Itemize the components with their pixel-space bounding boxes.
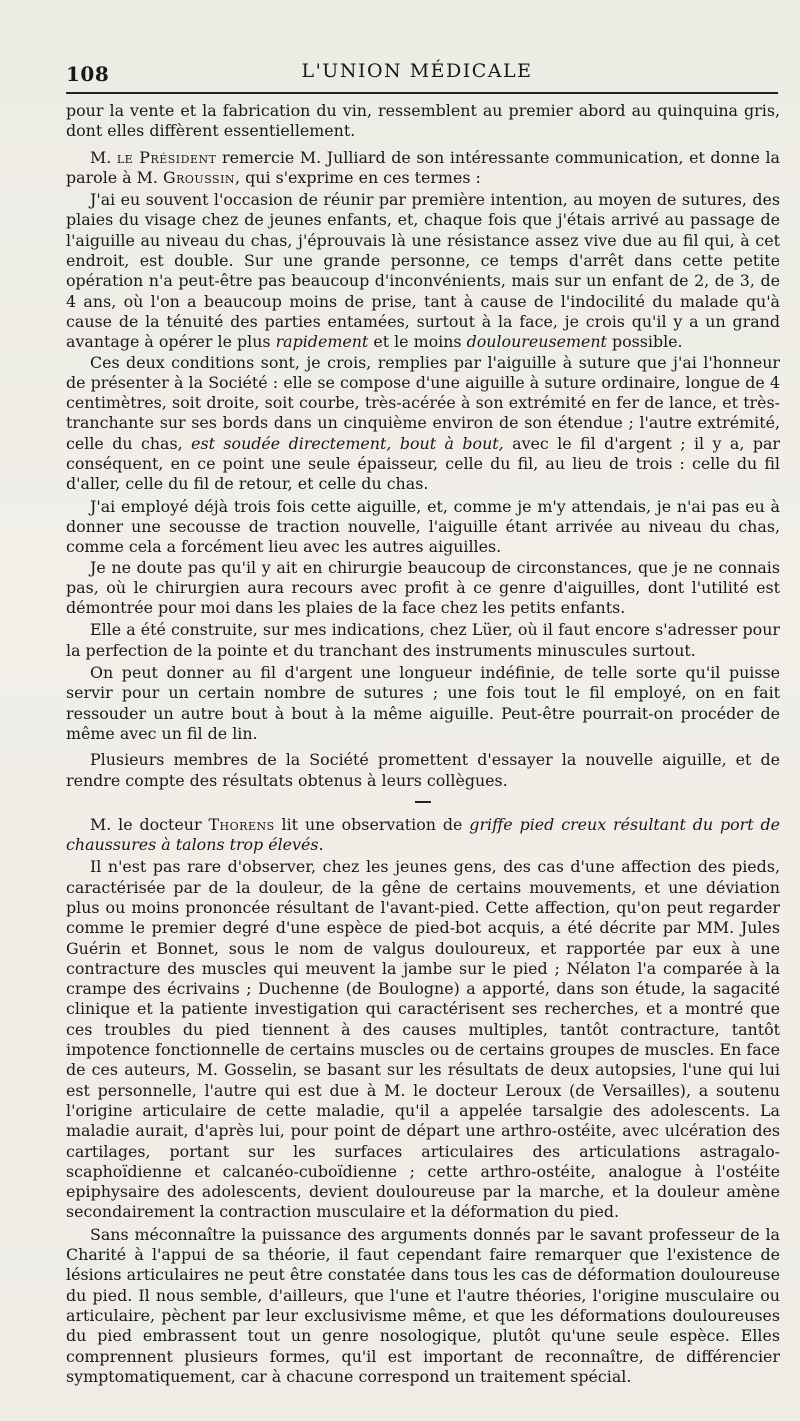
paragraph-society-response: Plusieurs membres de la Société promettent d'essayer la nouvelle aiguille, et de rendre compte des résultats obtenus à leurs collègues. xyxy=(66,750,780,790)
text-run: et le moins xyxy=(368,332,467,352)
paragraph-needle-intro xyxy=(66,190,780,352)
paragraph-foot-affection: Il n'est pas rare d'observer, chez les jeunes gens, des cas d'une affection des pieds, caractérisée par de la douleur, de la gêne de certains mouvements, et une déviation plus ou moins prononcée résultant de l'avant-pied. Cette affection, qu'on peut regarder comme le premier degré d'une espèce de pied-bot acquis, a été décrite par MM. Jules Guérin et Bonnet, sous le nom de valgus douloureux, et rapportée par eux à une contracture des muscles qui meuvent la jambe sur le pied ; Nélaton l'a comparée à la crampe des écrivains ; Duchenne (de Boulogne) a apporté, dans son étude, la sagacité clinique et la patiente investigation qui caractérisent ses recherches, et a montré que ces troubles du pied tiennent à des causes multiples, tantôt contracture, tantôt impotence fonctionnelle de certains muscles ou de certains groupes de muscles. En face de ces auteurs, M. Gosselin, se basant sur les résultats de deux autopsies, l'une qui lui est personnelle, l'autre qui est due à M. le docteur Leroux (de Versailles), a soutenu l'origine articulaire de cette maladie, qu'il a appelée tarsalgie des adolescents. La maladie aurait, d'après lui, pour point de départ une arthro-ostéite, avec ulcération des cartilages, portant sur les surfaces articulaires des articulations astragalo-scaphoïdienne et calcanéo-cuboïdienne ; cette arthro-ostéite, analogue à l'ostéite epiphysaire des adolescents, devient douloureuse par la marche, et la douleur amène secondairement la contraction musculaire et la déformation du pied. xyxy=(66,857,780,1222)
paragraph-needle-description xyxy=(66,353,780,495)
text-run: remercie M. Julliard de son intéressante communication, et donne la parole à M. xyxy=(66,147,780,187)
italic-text: douloureusement xyxy=(466,332,607,352)
paragraph-continuation: pour la vente et la fabrication du vin, ressemblent au premier abord au quinquina gris, dont elles diffèrent essentiellement. xyxy=(66,101,780,141)
speaker-name: Groussin xyxy=(162,167,236,187)
italic-text: rapidement xyxy=(275,332,369,352)
observation-title: griffe pied creux résultant du port de chaussures à talons trop élevés. xyxy=(66,814,781,855)
page-header xyxy=(66,52,768,88)
text-run: , qui s'exprime en ces termes : xyxy=(235,167,481,187)
text-run: avec le fil d'argent ; il y a, par conséquent, en ce point une seule épaisseur, celle du fil, au lieu de trois : celle du fil d'aller, celle du fil de retour, et celle du chas. xyxy=(66,433,781,494)
page-number: 108 xyxy=(66,62,110,86)
section-separator xyxy=(415,801,431,803)
speaker-name: Thorens xyxy=(208,814,275,834)
italic-text: est soudée directement, bout à bout, xyxy=(191,433,504,453)
paragraph-thorens xyxy=(66,815,780,856)
paragraph-president xyxy=(66,148,780,189)
text-run: Ces deux conditions sont, je crois, remplies par l'aiguille à suture que j'ai l'honneur de présenter à la Société : elle se compose d'une aiguille à suture ordinaire, longue de 4 centimètres, soit droite, soit courbe, très-acérée à son extrémité en fer de lance, et très-tranchante sur ses bords dans un cinquième environ de son étendue ; l'autre extrémité, celle du chas, xyxy=(66,352,780,453)
text-run: J'ai eu souvent l'occasion de réunir par première intention, au moyen de sutures, des plaies du visage chez de jeunes enfants, et, chaque fois que j'étais arrivé au passage de l'aiguille au niveau du chas, j'éprouvais là une résistance assez vive due au fil qui, à cet endroit, est double. Sur une grande personne, ce temps d'arrêt dans cette petite opération n'a peut-être pas beaucoup d'inconvénients, mais sur un enfant de 2, de 3, de 4 ans, où l'on a beaucoup moins de prise, tant à cause de l'indocilité du malade qu'à cause de la ténuité des parties entamées, surtout à la face, je crois qu'il y a un grand avantage à opérer le plus xyxy=(66,190,780,352)
paragraph-needle-use: J'ai employé déjà trois fois cette aiguille, et, comme je m'y attendais, je n'ai pas eu à donner une secousse de traction nouvelle, l'aiguille étant arrivée au niveau du chas, comme cela a forcément lieu avec les autres aiguilles. xyxy=(66,496,780,557)
text-run: lit une observation de xyxy=(274,814,470,834)
article-body xyxy=(66,101,780,1387)
paragraph-silver-thread: On peut donner au fil d'argent une longueur indéfinie, de telle sorte qu'il puisse servir pour un certain nombre de sutures ; une fois tout le fil employé, on en fait ressouder un autre bout à bout à la même aiguille. Peut-être pourrait-on procéder de même avec un fil de lin. xyxy=(66,663,780,743)
text-run: possible. xyxy=(606,332,683,352)
paragraph-needle-utility: Je ne doute pas qu'il y ait en chirurgie beaucoup de circonstances, que je ne connais pas, où le chirurgien aura recours avec profit à ce genre d'aiguilles, dont l'utilité est démontrée pour moi dans les plaies de la face chez les petits enfants. xyxy=(66,557,780,618)
text-run: M. le docteur xyxy=(90,814,209,834)
journal-title: L'UNION MÉDICALE xyxy=(301,60,533,82)
paragraph-theories: Sans méconnaître la puissance des arguments donnés par le savant professeur de la Charité à l'appui de sa théorie, il faut cependant faire remarquer que l'existence de lésions articulaires ne peut être constatée dans tous les cas de déformation douloureuse du pied. Il nous semble, d'ailleurs, que l'une et l'autre théories, l'origine musculaire ou articulaire, pèchent par leur exclusivisme même, et que les déformations douloureuses du pied embrassent tout un genre nosologique, plutôt qu'une seule espèce. Elles comprennent plusieurs formes, qu'il est important de reconnaître, de différencier symptomatiquement, car à chacune correspond un traitement spécial. xyxy=(66,1224,780,1386)
header-rule xyxy=(66,92,778,94)
paragraph-needle-maker: Elle a été construite, sur mes indications, chez Lüer, où il faut encore s'adresser pour la perfection de la pointe et du tranchant des instruments minuscules surtout. xyxy=(66,620,780,660)
president-title: le Président xyxy=(116,147,217,167)
text-run: M. xyxy=(90,147,117,167)
